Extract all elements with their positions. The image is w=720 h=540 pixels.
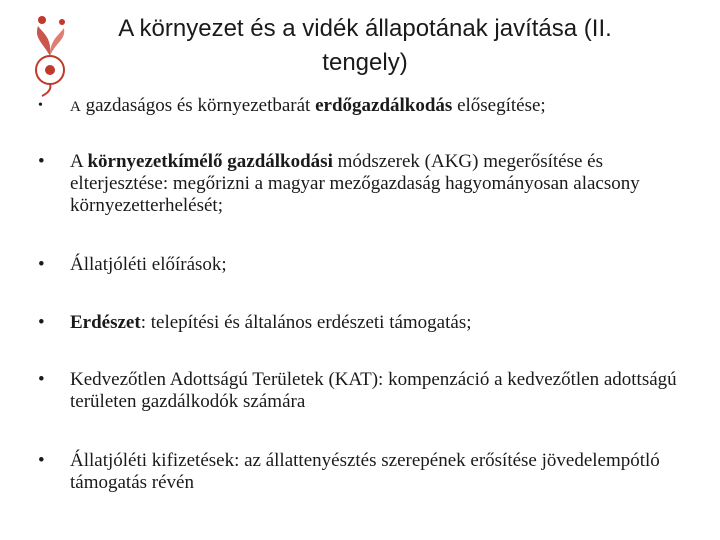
list-item: [38, 450, 678, 494]
bullet-text: Állatjóléti előírások;: [70, 254, 227, 275]
title-line-1: A környezet és a vidék állapotának javítása (II.: [118, 15, 612, 42]
bullet-marker: •: [38, 151, 45, 172]
bullet-marker: •: [38, 254, 45, 275]
list-item: [38, 312, 678, 334]
bullet-text: Erdészet: telepítési és általános erdészeti támogatás;: [70, 312, 472, 333]
title-line-2: tengely): [322, 49, 408, 76]
bullet-marker: •: [38, 98, 43, 113]
bullet-marker: •: [38, 369, 45, 390]
list-item: [38, 151, 678, 217]
bullet-text: Kedvezőtlen Adottságú Területek (KAT): kompenzáció a kedvezőtlen adottságú területen gazdálkodók számára: [70, 369, 677, 412]
list-item: [38, 95, 678, 118]
bullet-text: A gazdaságos és környezetbarát erdőgazdálkodás elősegítése;: [70, 95, 546, 116]
bullet-text: Állatjóléti kifizetések: az állattenyésztés szerepének erősítése jövedelempótló támogatás révén: [70, 450, 660, 493]
bullet-text: A környezetkímélő gazdálkodási módszerek (AKG) megerősítése és elterjesztése: megőrizni a magyar mezőgazdaság hagyományosan alacsony környezetterhelését;: [70, 151, 640, 216]
bullet-marker: •: [38, 312, 45, 333]
list-item: [38, 369, 678, 413]
bullet-marker: •: [38, 450, 45, 471]
list-item: [38, 254, 678, 276]
